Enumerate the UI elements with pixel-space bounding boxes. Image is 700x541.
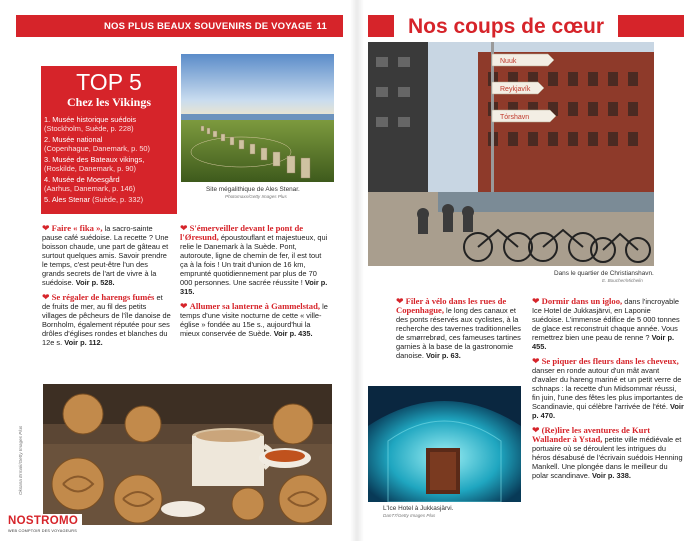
- photo-credit: E. Boucher/Michelin: [602, 278, 643, 283]
- running-header-title: NOS PLUS BEAUX SOUVENIRS DE VOYAGE: [104, 21, 313, 32]
- book-gutter: [350, 0, 364, 541]
- list-item: 2. Musée national (Copenhague, Danemark, p. 50): [44, 135, 150, 153]
- page-title: Nos coups de cœur: [394, 12, 618, 42]
- photo-caption: Site mégalithique de Ales Stenar.: [206, 186, 300, 193]
- paragraph: ❤ Dormir dans un igloo, dans l'incroyable Ice Hotel de Jukkasjärvi, en Laponie suédoise. L'immense édifice de 5 000 tonnes de glace est reconstruit chaque année. Vous remettrez bien une peau de renne ? Voir p. 455.: [532, 296, 680, 351]
- photo-caption: Dans le quartier de Christianshavn.: [554, 270, 654, 277]
- paragraph: ❤ Faire « fika », la sacro-sainte pause café suédoise. La recette ? Une boisson chaude, une part de gâteau et surtout quelques amis. Savoir prendre le temps, c'est peut-être l'un des grands secrets de l'art de vivre à la suédoise. Voir p. 528.: [42, 223, 169, 287]
- paragraph: ❤ Allumer sa lanterne à Gammelstad, le temps d'une visite nocturne de cette « ville-église » fondée au 15e s., aujourd'hui la mieux conservée de Suède. Voir p. 435.: [180, 301, 328, 338]
- paragraph: ❤ S'émerveiller devant le pont de l'Øresund, époustouflant et majestueux, qui relie le Danemark à la Suède. Pont, autoroute, ligne de chemin de fer, il est tout ça à la fois ! Un trait d'union de 16 km, emprunté quotidiennement par plus de 70 000 personnes. Une sacrée réussite ! Voir p. 315.: [180, 223, 328, 296]
- heart-icon: ❤: [42, 223, 50, 233]
- fika-photo: [43, 384, 332, 525]
- page-number: 11: [316, 21, 327, 32]
- photo-credit: Oksana Ermak/Getty Images Plus: [18, 425, 23, 495]
- list-item: 5. Ales Stenar (Suède, p. 332): [44, 195, 144, 204]
- heart-icon: ❤: [532, 296, 540, 306]
- running-header: [16, 15, 343, 37]
- paragraph: ❤ Filer à vélo dans les rues de Copenhague, le long des canaux et des ponts réservés aux cyclistes, à la recherche des tavernes traditionnelles de smørrebrød, ces fameuses tartines garnies à la base de la gastronomie danoise. Voir p. 63.: [396, 296, 521, 360]
- text-column: [396, 297, 526, 360]
- heart-icon: ❤: [396, 296, 404, 306]
- heart-icon: ❤: [180, 223, 188, 233]
- ales-stenar-photo: [181, 54, 334, 182]
- heart-icon: ❤: [532, 425, 540, 435]
- heart-icon: ❤: [532, 356, 540, 366]
- list-item: 4. Musée de Moesgård (Aarhus, Danemark, p. 146): [44, 175, 136, 193]
- paragraph: ❤ Se régaler de harengs fumés et de fruits de mer, au fil des petits villages de pêcheurs de l'île danoise de Bornholm, également réputée pour ses drôles d'églises rondes et blanches du 12e s. Voir p. 112.: [42, 292, 171, 347]
- ice-hotel-photo: [368, 386, 521, 502]
- sign-nuuk: Nuuk: [500, 58, 517, 65]
- list-item: 3. Musée des Bateaux vikings, (Roskilde, Danemark, p. 90): [44, 155, 145, 173]
- paragraph: ❤ (Re)lire les aventures de Kurt Wallander à Ystad, petite ville médiévale et portuaire où se déroulent les intrigues du héros désabusé de l'écrivain suédois Henning Mankell. Une plongée dans le meilleur du polar scandinave. Voir p. 338.: [532, 425, 683, 480]
- christianshavn-photo: [368, 42, 654, 266]
- list-item: 1. Musée historique suédois (Stockholm, Suède, p. 228): [44, 115, 137, 133]
- sign-reykjavik: Reykjavík: [500, 86, 531, 93]
- heart-icon: ❤: [180, 301, 188, 311]
- nostromo-logo: NOSTROMO WEB COMPTOIR DES VOYAGEURS: [4, 514, 82, 536]
- top5-box: [41, 66, 177, 214]
- text-column: [180, 224, 330, 338]
- paragraph: ❤ Se piquer des fleurs dans les cheveux, danser en ronde autour d'un mât avant d'avaler du hareng mariné et un petit verre de schnaps : la recette d'un Midsommar réussi, fin juin, l'une des fêtes les plus importantes de Scandinavie, qui célèbre l'arrivée de l'été. Voir p. 470.: [532, 356, 684, 420]
- photo-credit: Photomaxx/Getty Images Plus: [225, 194, 287, 199]
- text-column: [532, 297, 684, 480]
- text-column: [42, 224, 172, 347]
- heart-icon: ❤: [42, 292, 50, 302]
- photo-caption: L'Ice Hotel à Jukkasjärvi.: [383, 505, 454, 512]
- sign-torshavn: Tórshavn: [500, 114, 530, 121]
- top5-title: TOP 5: [76, 69, 142, 95]
- top5-subtitle: Chez les Vikings: [66, 95, 151, 109]
- photo-credit: Dan77/Getty Images Plus: [383, 513, 436, 518]
- top5-list: [44, 115, 176, 206]
